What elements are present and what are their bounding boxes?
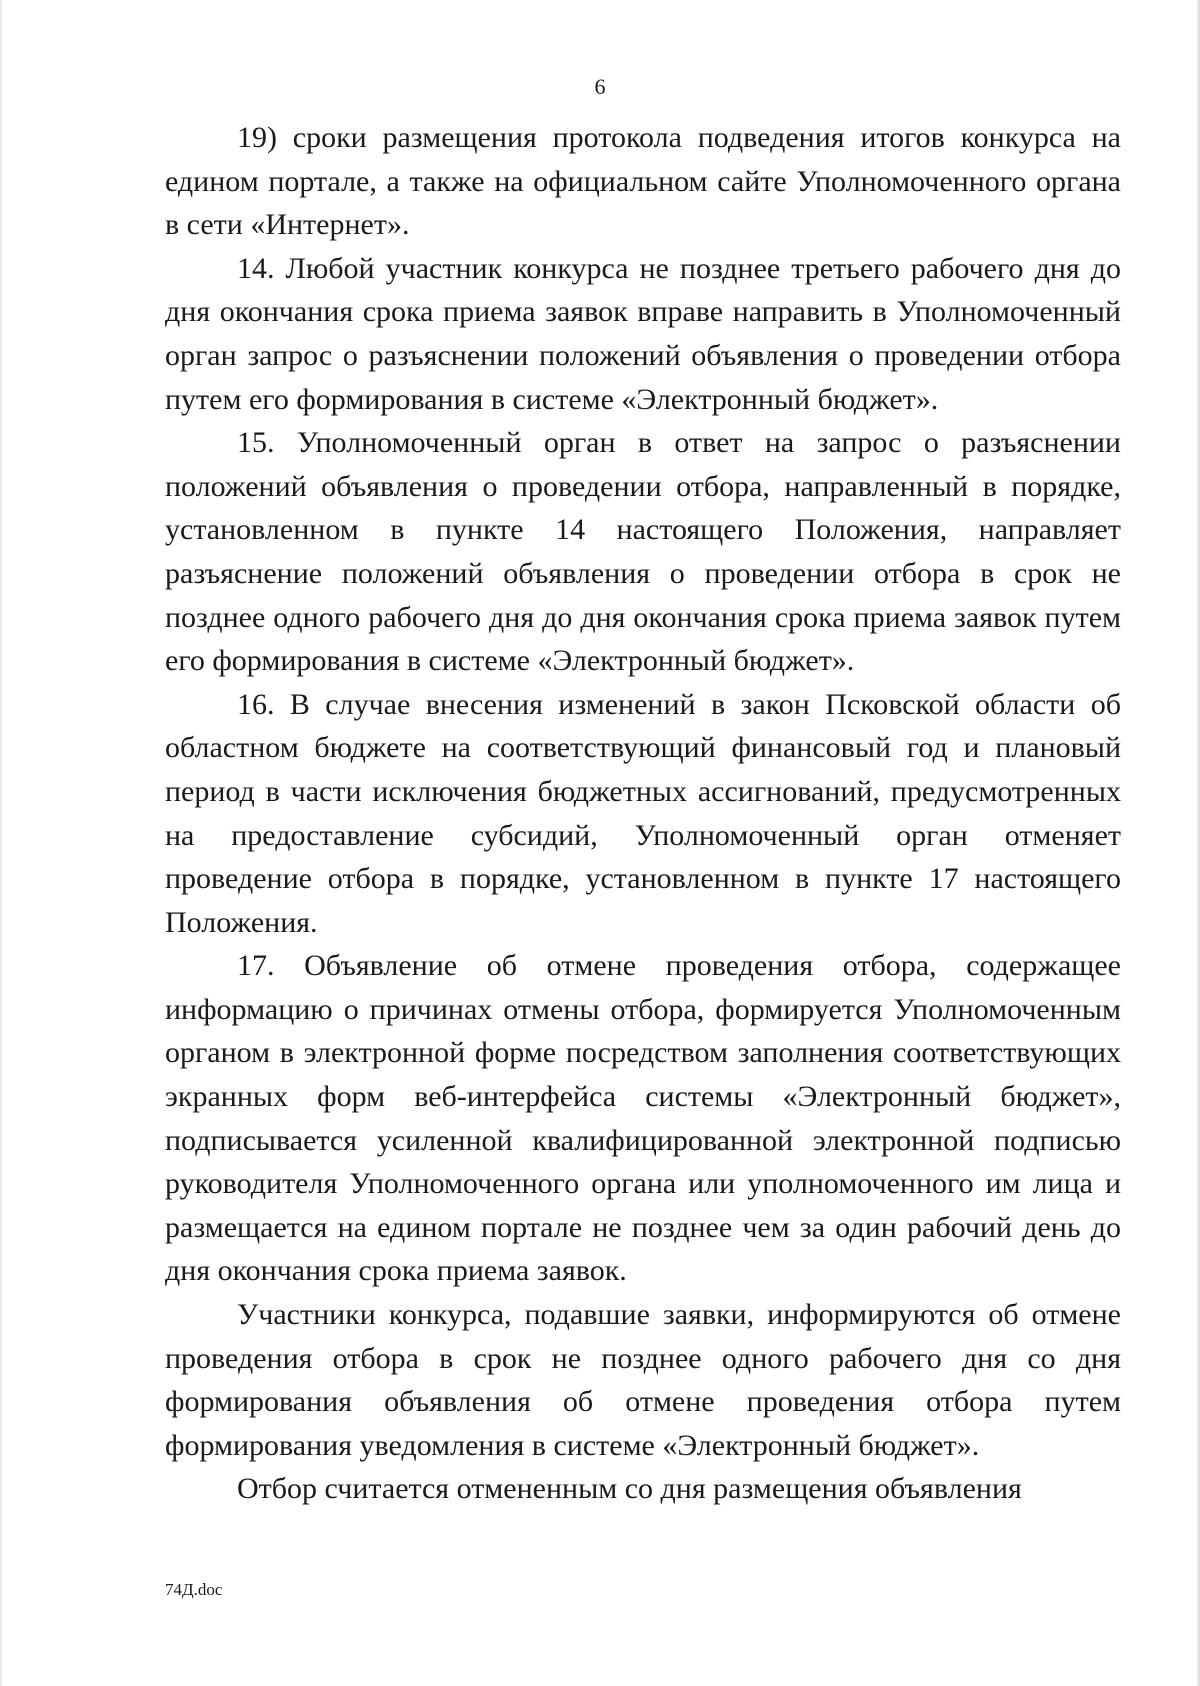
paragraph-clause-14: 14. Любой участник конкурса не позднее третьего рабочего дня до дня окончания срока приема заявок вправе направить в Уполномоченный орган запрос о разъяснении положений объявления о проведении отбора путем его формирования в системе «Электронный бюджет». (165, 251, 1121, 416)
paragraph-cancellation: Отбор считается отмененным со дня размещения объявления (237, 1472, 1022, 1506)
paragraph-clause-17: 17. Объявление об отмене проведения отбора, содержащее информацию о причинах отмены отбора, формируется Уполномоченным органом в электронной форме посредством заполнения соответствующих экранных форм веб-интерфейса системы «Электронный бюджет», подписывается усиленной квалифицированной электронной подписью руководителя Уполномоченного органа или уполномоченного им лица и размещается на едином портале не позднее чем за один рабочий день до дня окончания срока приема заявок. (165, 949, 1121, 1288)
file-name-footer: 74Д.doc (165, 1580, 223, 1599)
scan-edge-right (1196, 0, 1200, 1686)
paragraph-clause-15: 15. Уполномоченный орган в ответ на запрос о разъяснении положений объявления о проведении отбора, направленный в порядке, установленном в пункте 14 настоящего Положения, направляет разъяснение положений объявления о проведении отбора в срок не позднее одного рабочего дня до дня окончания срока приема заявок путем его формирования в системе «Электронный бюджет». (165, 426, 1121, 678)
paragraph-item-19: 19) сроки размещения протокола подведения итогов конкурса на едином портале, а также на официальном сайте Уполномоченного органа в сети «Интернет». (165, 121, 1121, 242)
paragraph-clause-16: 16. В случае внесения изменений в закон Псковской области об областном бюджете на соответствующий финансовый год и плановый период в части исключения бюджетных ассигнований, предусмотренных на предоставление субсидий, Уполномоченный орган отменяет проведение отбора в порядке, установленном в пункте 17 настоящего Положения. (165, 687, 1121, 939)
paragraph-participants-notice: Участники конкурса, подавшие заявки, информируются об отмене проведения отбора в срок не позднее одного рабочего дня со дня формирования объявления об отмене проведения отбора путем формирования уведомления в системе «Электронный бюджет». (165, 1298, 1121, 1462)
page-number: 6 (594, 74, 606, 99)
document-body (165, 116, 1121, 1511)
scan-edge-left (0, 0, 3, 1686)
